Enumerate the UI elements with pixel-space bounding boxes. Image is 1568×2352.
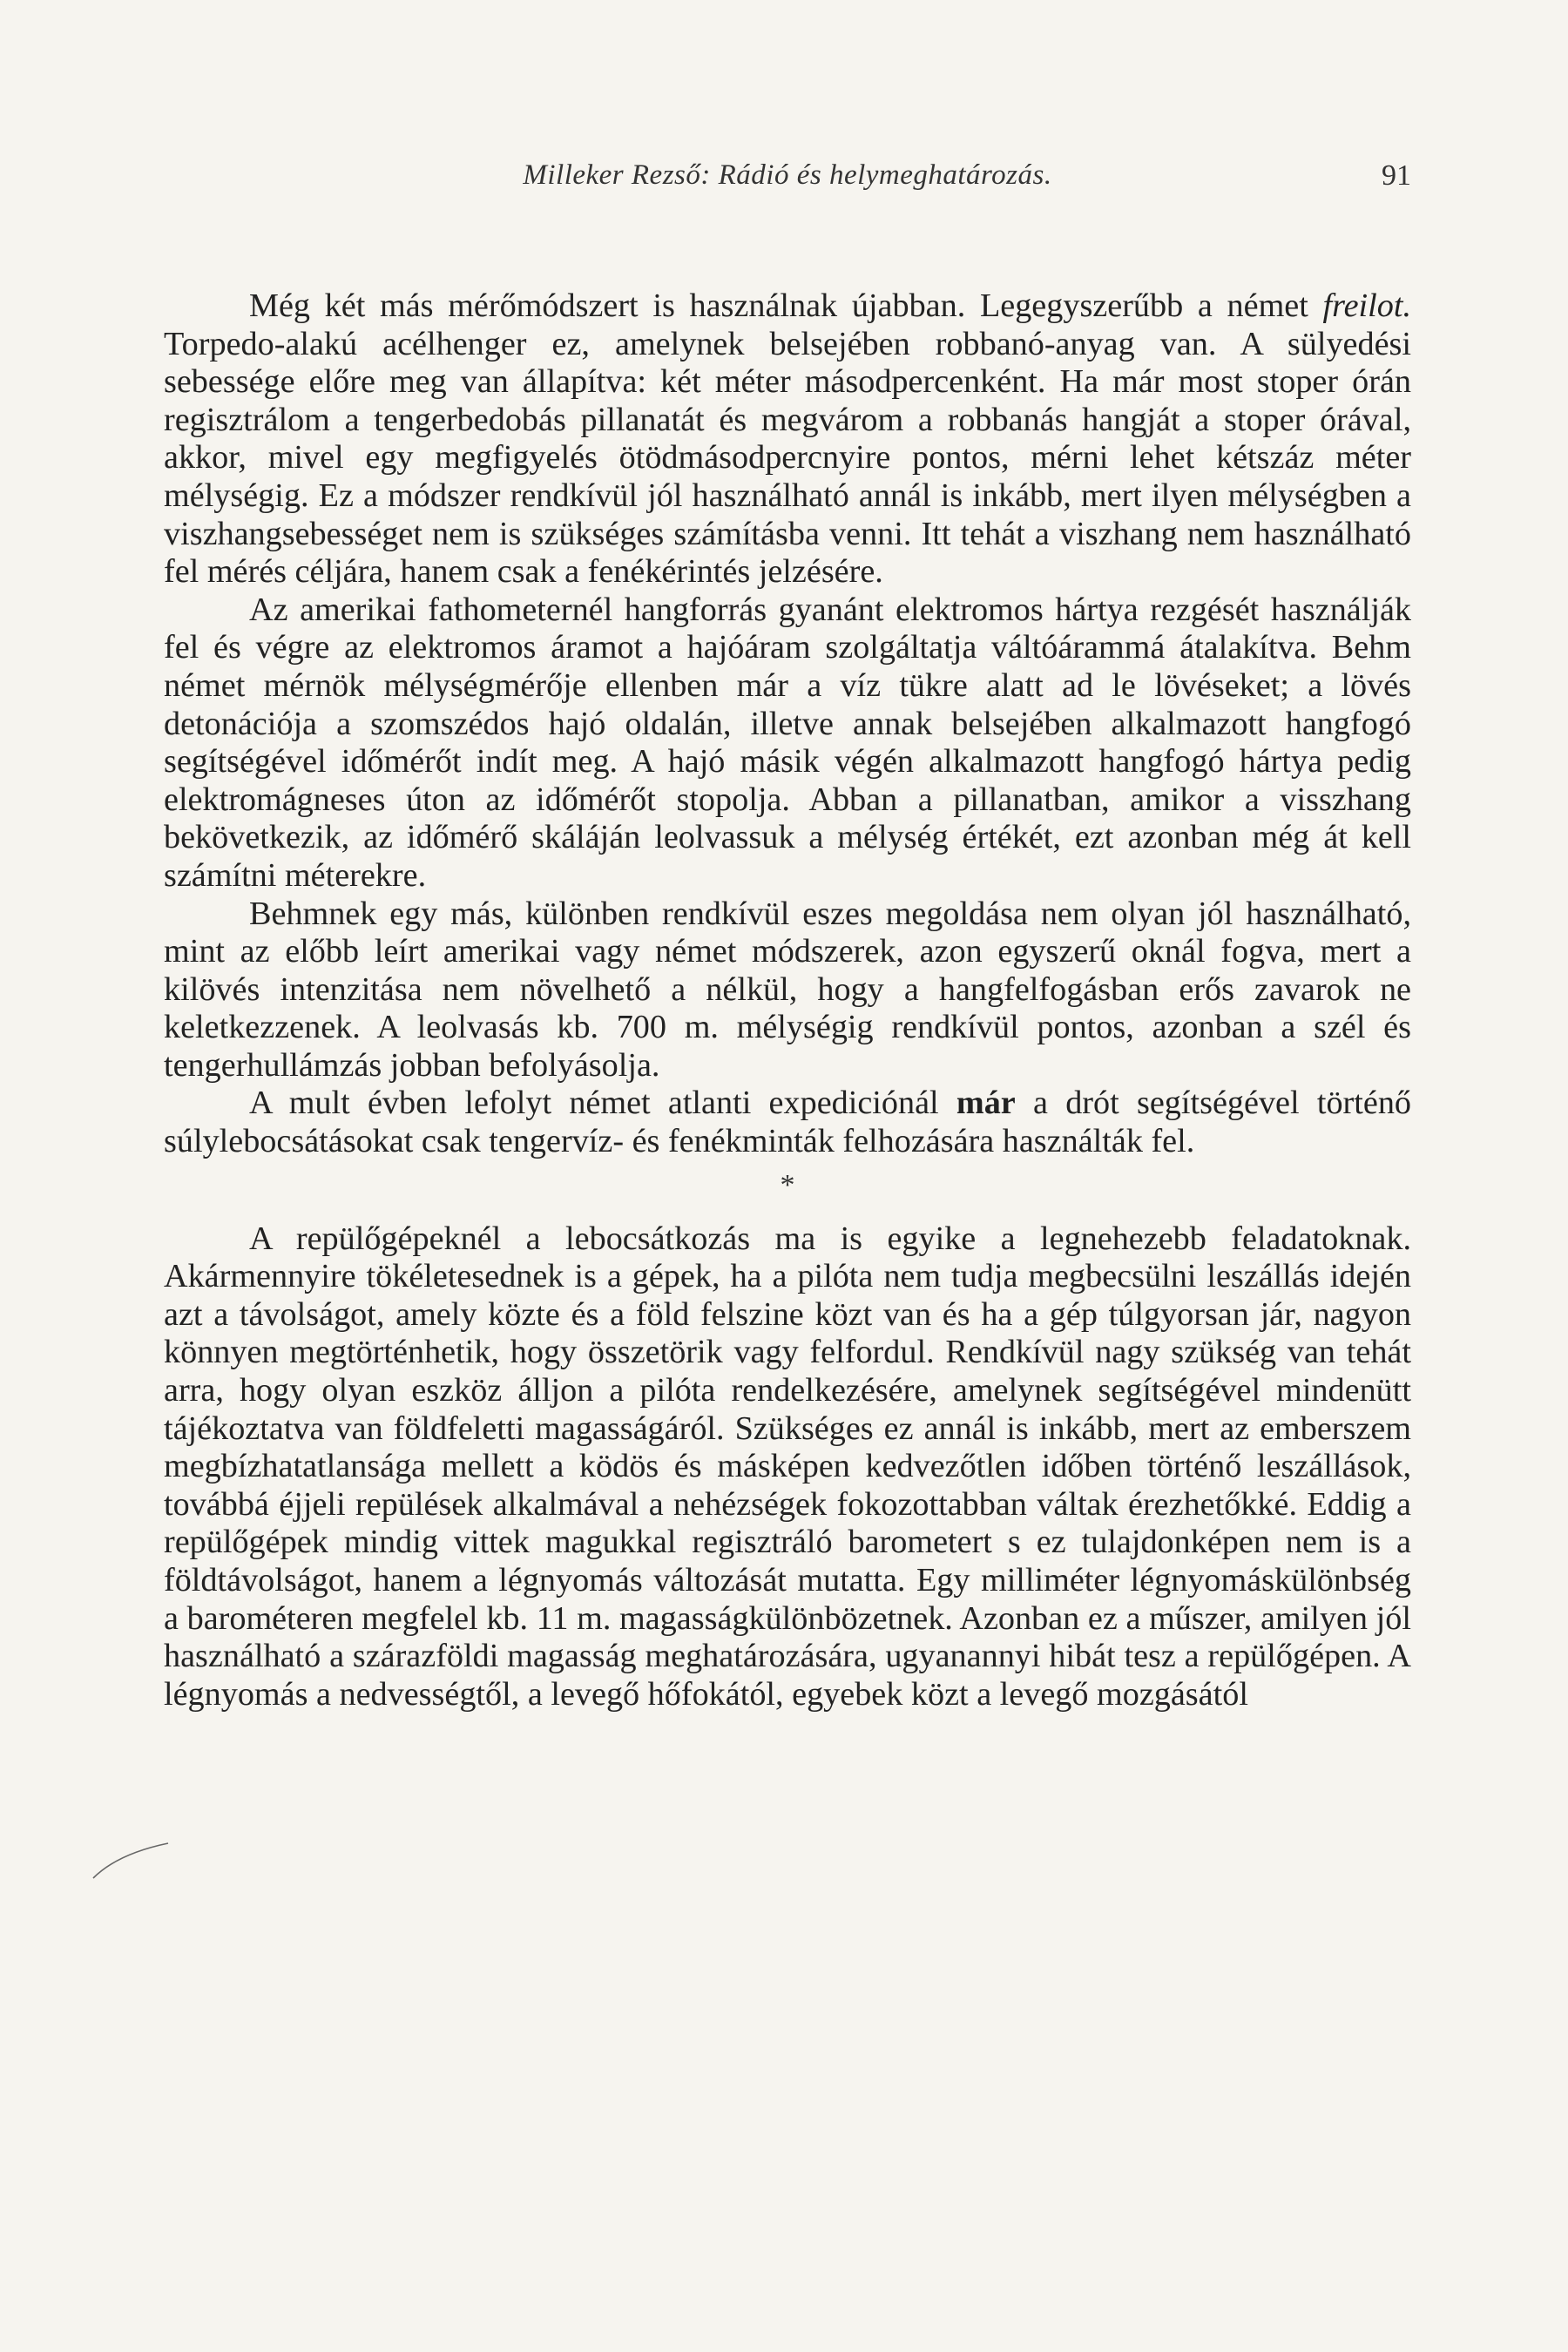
freilot-term: freilot. [1322,287,1411,324]
paragraph-atlantic-expedition [164,1085,1411,1160]
paragraph-fathometer: Az amerikai fathometernél hangforrás gyanánt elektromos hártya rezgését használják fel és végre az elektromos áramot a hajóáram szolgáltatja váltóárammá átalakítva. Behm német mérnök mélységmérője ellenben már a víz tükre alatt ad le lövéseket; a lövés detonációja a szomszédos hajó oldalán, illetve annak belsejében alkalmazott hangfogó segítségével időmérőt indít meg. A hajó másik végén alkalmazott hangfogó hártya pedig elektromágneses úton az időmérőt stopolja. Abban a pillanatban, amikor a visszhang bekövetkezik, az időmérő skáláján leolvassuk a mélység értékét, ezt azonban még át kell számítni méterekre. [164,591,1411,894]
running-head: Milleker Rezső: Rádió és helymeghatározás. [523,159,1052,191]
paragraph-freilot-rest: Torpedo-alakú acélhenger ez, amelynek belsejében robbanó-anyag van. A sülyedési sebessége előre meg van állapítva: két méter másodpercenként. Ha már most stoper órán regisztrálom a tengerbedobás pillanatát és megvárom a robbanás hangját a stoper órával, akkor, mivel egy megfigyelés ötödmásodpercnyire pontos, mérni lehet kétszáz méter mélységig. Ez a módszer rendkívül jól használható annál is inkább, mert ilyen mélységben a viszhangsebességet nem is szükséges számításba venni. Itt tehát a viszhang nem használható fel mérés céljára, hanem csak a fenékérintés jelzésére. [164,325,1411,591]
body-text [164,287,1411,1713]
page-number: 91 [1382,159,1411,192]
paragraph-atlantic-start: A mult évben lefolyt német atlanti expediciónál [249,1085,956,1122]
paragraph-freilot-start: Még két más mérőmódszert is használnak újabban. Legegyszerűbb a német [249,287,1323,324]
margin-pencil-mark-icon [91,1836,170,1880]
paragraph-aircraft: A repülőgépeknél a lebocsátkozás ma is egyike a legnehezebb feladatoknak. Akármennyire tökéletesednek is a gépek, ha a pilóta nem tudja megbecsülni leszállás idején azt a távolságot, amely közte és a föld felszine közt van és ha a gép túlgyorsan jár, nagyon könnyen megtörténhetik, hogy összetörik vagy felfordul. Rendkívül nagy szükség van tehát arra, hogy olyan eszköz álljon a pilóta rendelkezésére, amelynek segítségével mindenütt tájékoztatva van földfeletti magasságáról. Szükséges ez annál is inkább, mert az emberszem megbízhatatlansága mellett a ködös és másképen kedvezőtlen időben történő leszállások, továbbá éjjeli repülések alkalmával a nehézségek fokozottabban váltak érezhetőkké. Eddig a repülőgépek mindig vittek magukkal regisztráló barometert s ez tulajdonképen nem is a földtávolságot, hanem a légnyomás változását mutatta. Egy milliméter légnyomáskülönbség a barométeren megfelel kb. 11 m. magasságkülönbözetnek. Azonban ez a műszer, amilyen jól használható a szárazföldi magasság meghatározására, ugyanannyi hibát tesz a repülőgépen. A légnyomás a nedvességtől, a levegő hőfokától, egyebek közt a levegő mozgásától [164,1220,1411,1713]
page-header [164,159,1411,203]
emphasized-word: már [956,1085,1016,1122]
paragraph-behm: Behmnek egy más, különben rendkívül eszes megoldása nem olyan jól használható, mint az előbb leírt amerikai vagy német módszerek, azon egyszerű oknál fogva, mert a kilövés intenzitása nem növelhető a nélkül, hogy a hangfelfogásban erős zavarok ne keletkezzenek. A leolvasás kb. 700 m. mélységig rendkívül pontos, azonban a szél és tengerhullámzás jobban befolyásolja. [164,895,1411,1084]
paragraph-atlantic-rest: a drót segítségével történő súlylebocsátásokat csak tengervíz- és fenékminták felhozására használták fel. [164,1085,1412,1160]
section-separator: * [780,1168,795,1201]
paragraph-freilot [164,287,1411,591]
